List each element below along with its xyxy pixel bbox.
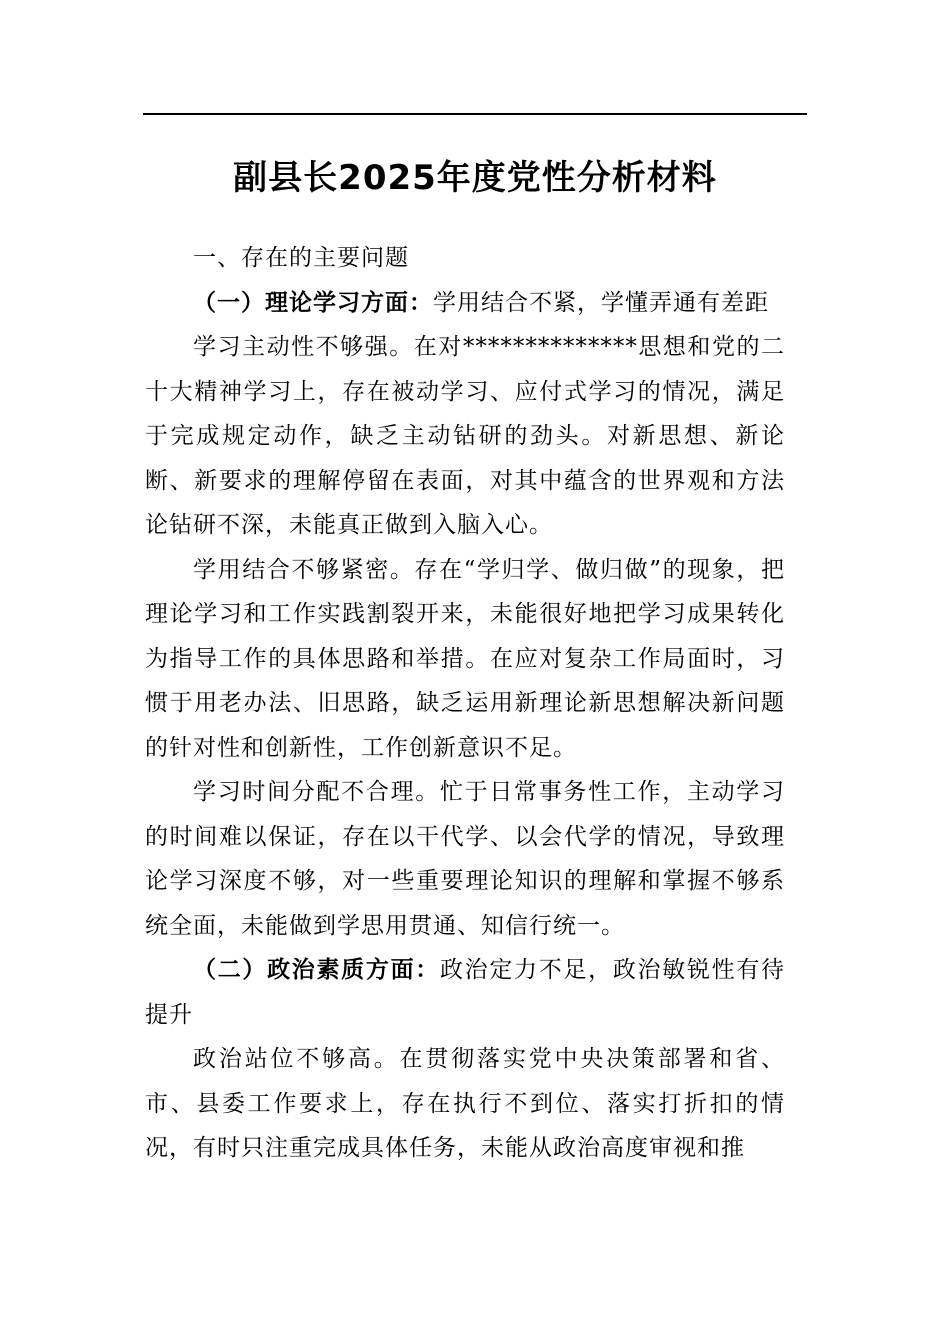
paragraph: 学习时间分配不合理。忙于日常事务性工作，主动学习的时间难以保证，存在以干代学、以会代学的情况，导致理论学习深度不够，对一些重要理论知识的理解和掌握不够系统全面，未能做到学思用贯通、知信行统一。 bbox=[145, 779, 785, 939]
document-body bbox=[145, 236, 785, 1171]
document-title: 副县长2025年度党性分析材料 bbox=[233, 158, 717, 198]
paragraph: 学习主动性不够强。在对**************思想和党的二十大精神学习上，存在被动学习、应付式学习的情况，满足于完成规定动作，缺乏主动钻研的劲头。对新思想、新论断、新要求的理解停留在表面，对其中蕴含的世界观和方法论钻研不深，未能真正做到入脑入心。 bbox=[145, 334, 785, 538]
subsection-text: 学用结合不紧，学懂弄通有差距 bbox=[433, 289, 769, 316]
header-rule bbox=[143, 113, 807, 115]
subsection-heading bbox=[145, 948, 785, 1037]
subsection-heading bbox=[145, 281, 785, 326]
paragraph: 学用结合不够紧密。存在“学归学、做归做”的现象，把理论学习和工作实践割裂开来，未能很好地把学习成果转化为指导工作的具体思路和举措。在应对复杂工作局面时，习惯于用老办法、旧思路，缺乏运用新理论新思想解决新问题的针对性和创新性，工作创新意识不足。 bbox=[145, 556, 785, 761]
section-heading: 一、存在的主要问题 bbox=[193, 245, 409, 271]
paragraph: 政治站位不够高。在贯彻落实党中央决策部署和省、市、县委工作要求上，存在执行不到位、落实打折扣的情况，有时只注重完成具体任务，未能从政治高度审视和推 bbox=[145, 1046, 785, 1161]
subsection-text: 政治定力不足，政治敏锐性有待提升 bbox=[145, 957, 786, 1028]
subsection-label: （二）政治素质方面： bbox=[193, 956, 440, 983]
subsection-label: （一）理论学习方面： bbox=[193, 288, 433, 316]
